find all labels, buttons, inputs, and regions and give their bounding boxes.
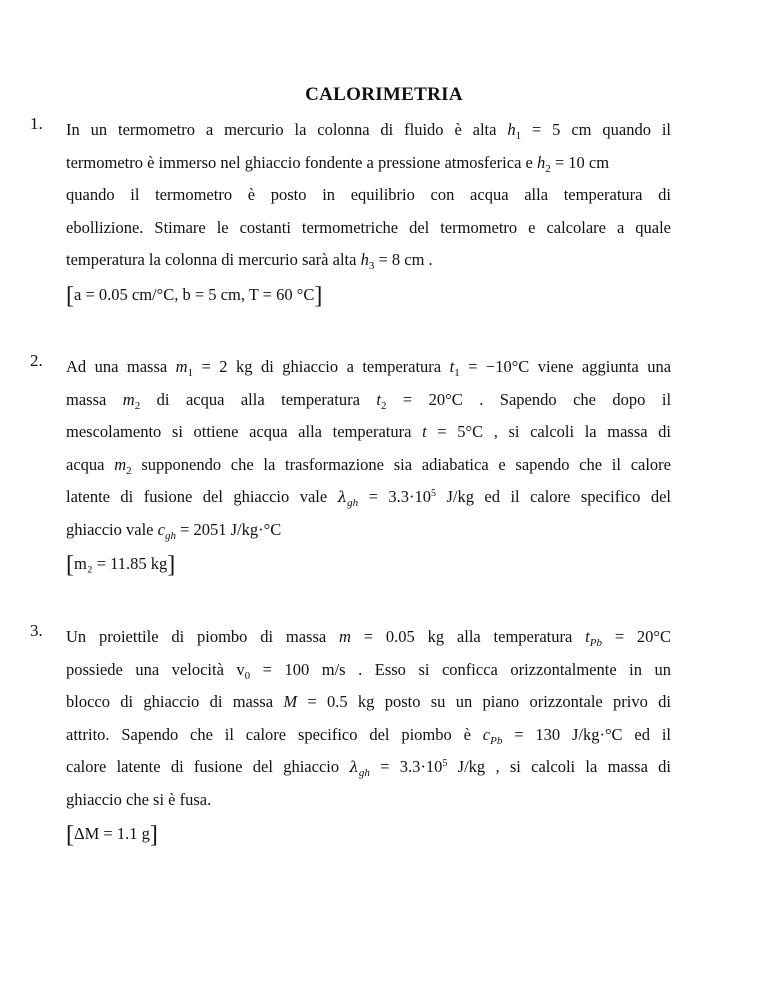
formula-t2: $t_2 = 20^\circ C$ .: [376, 389, 484, 412]
problem-1: [30, 114, 672, 312]
problem-line: mescolamento si ottiene acqua alla temperatura t = 5°C , si calcoli la massa di: [66, 422, 672, 441]
problem-line: acqua $m_2$ supponendo che la trasformazione sia adiabatica e sapendo che il calore: [66, 454, 671, 477]
problem-line: Ad una massa $m_1 = 2$ kg di ghiaccio a temperatura $t_1 = -10^\circ C$ viene aggiunta una: [66, 357, 672, 379]
formula-cpb: $c_{Pb} = 130$ J/kg·°C: [482, 724, 623, 747]
formula-M: M = 0.5 kg: [283, 692, 375, 711]
formula-m1: $m_1 = 2$ kg: [175, 357, 253, 379]
formula-tpb: $t_{Pb} = 20^\circ C$: [585, 627, 672, 649]
formula-lambda: $\lambda_{gh} = 3.3\cdot 10^5$ J/kg: [337, 487, 474, 509]
problem-number: 3.: [30, 621, 43, 640]
answer-bracket: [a = 0.05 cm/°C, b = 5 cm, T = 60 °C]: [66, 282, 323, 309]
formula-h1: $h_1 = 5$ cm: [507, 120, 592, 142]
problem-line: temperatura la colonna di mercurio sarà alta $h_3 = 8$ cm .: [66, 250, 433, 272]
formula-cgh: $c_{gh} = 2051$ J/kg·°C: [157, 519, 282, 542]
problem-line: termometro è immerso nel ghiaccio fondente a pressione atmosferica e $h_2 = 10$ cm: [66, 152, 610, 175]
problem-line: ghiaccio vale $c_{gh} = 2051$ J/kg·°C: [66, 519, 282, 542]
formula-t: t = 5°C ,: [422, 422, 498, 441]
page-title: CALORIMETRIA: [305, 84, 463, 105]
problem-line: Un proiettile di piombo di massa m = 0.05 kg alla temperatura $t_{Pb} = 20^\circ C$: [66, 627, 672, 649]
formula-m2: $m_2$: [114, 454, 132, 477]
problem-line: attrito. Sapendo che il calore specifico del piombo è $c_{Pb} = 130$ J/kg·°C ed il: [66, 724, 672, 747]
formula-v0: $v_0 = 100$ m/s .: [236, 659, 363, 682]
formula-m: m = 0.05 kg: [339, 627, 445, 646]
answer-bracket: [ΔM = 1.1 g]: [66, 822, 158, 848]
formula-t1: $t_1 = -10^\circ C$: [449, 357, 530, 379]
problem-line: ghiaccio che si è fusa.: [66, 789, 212, 809]
problem-line: blocco di ghiaccio di massa M = 0.5 kg posto su un piano orizzontale privo di: [66, 692, 671, 711]
formula-lambda: $\lambda_{gh} = 3.3\cdot 10^5$ J/kg ,: [349, 757, 500, 779]
formula-h3: $h_3 = 8$ cm .: [360, 250, 433, 272]
problem-line: possiede una velocità $v_0 = 100$ m/s . Esso si conficca orizzontalmente in un: [66, 659, 671, 682]
problem-number: 2.: [30, 351, 43, 370]
problem-line: quando il termometro è posto in equilibrio con acqua alla temperatura di: [66, 185, 671, 204]
problem-line: massa $m_2$ di acqua alla temperatura $t_2 = 20^\circ C$ . Sapendo che dopo il: [66, 389, 672, 412]
problem-2: [30, 351, 672, 581]
formula-h2: $h_2 = 10$ cm: [536, 152, 610, 175]
problem-line: In un termometro a mercurio la colonna di fluido è alta $h_1 = 5$ cm quando il: [66, 120, 672, 142]
problem-3: [30, 621, 672, 851]
problem-line: calore latente di fusione del ghiaccio $\lambda_{gh} = 3.3\cdot 10^5$ J/kg , si calcoli la massa di: [66, 757, 672, 779]
answer-bracket: [m₂ = 11.85 kg]: [66, 552, 176, 578]
problem-line: latente di fusione del ghiaccio vale $\lambda_{gh} = 3.3\cdot 10^5$ J/kg ed il calore specifico del: [66, 487, 671, 509]
formula-m2: $m_2$: [122, 389, 141, 412]
problem-line: ebollizione. Stimare le costanti termometriche del termometro e calcolare a quale: [66, 217, 671, 237]
problem-number: 1.: [30, 114, 43, 133]
